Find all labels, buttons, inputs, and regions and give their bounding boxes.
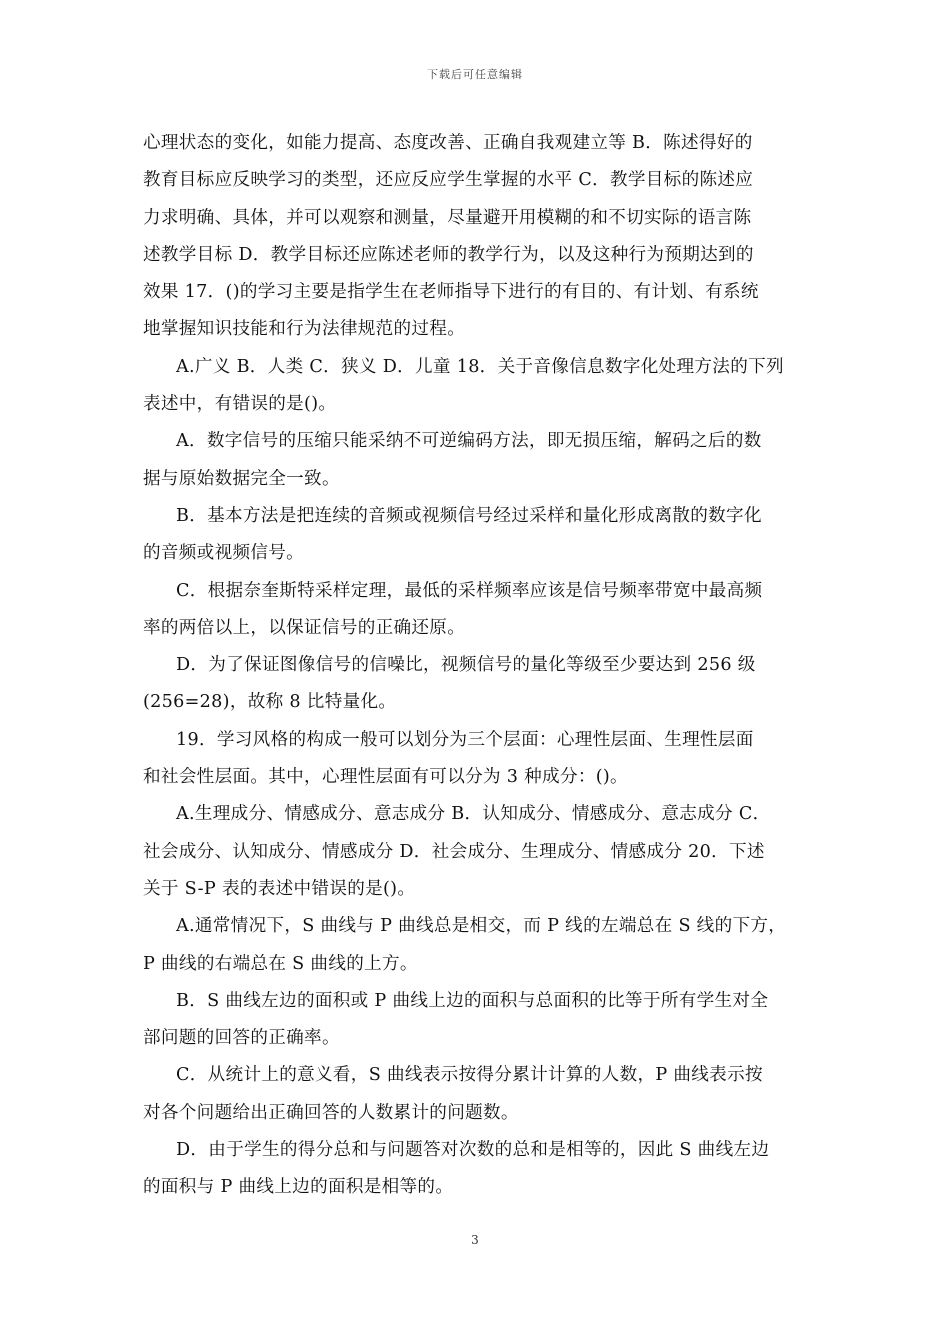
text-line: 社会成分、认知成分、情感成分 D．社会成分、生理成分、情感成分 20．下述 — [143, 841, 765, 862]
text-line: 教育目标应反映学习的类型，还应反应学生掌握的水平 C．教学目标的陈述应 — [143, 170, 754, 191]
text-line: D．为了保证图像信号的信噪比，视频信号的量化等级至少要达到 256 级 — [176, 655, 756, 676]
text-line: 的面积与 P 曲线上边的面积是相等的。 — [143, 1177, 454, 1198]
text-line: A.生理成分、情感成分、意志成分 B．认知成分、情感成分、意志成分 C． — [176, 804, 771, 825]
text-line: 表述中，有错误的是()。 — [143, 394, 337, 415]
text-line: D．由于学生的得分总和与问题答对次数的总和是相等的，因此 S 曲线左边 — [176, 1140, 770, 1161]
text-line: 地掌握知识技能和行为法律规范的过程。 — [143, 319, 466, 340]
page-header: 下载后可任意编辑 — [427, 68, 523, 81]
text-line: (256=28)，故称 8 比特量化。 — [143, 692, 397, 713]
document-body — [143, 125, 813, 1207]
text-line: 的音频或视频信号。 — [143, 543, 305, 564]
text-line: A.广义 B．人类 C．狭义 D．儿童 18．关于音像信息数字化处理方法的下列 — [176, 356, 784, 377]
text-line: 对各个问题给出正确回答的人数累计的问题数。 — [143, 1102, 519, 1123]
text-line: B．S 曲线左边的面积或 P 曲线上边的面积与总面积的比等于所有学生对全 — [176, 990, 769, 1011]
text-line: 效果 17．()的学习主要是指学生在老师指导下进行的有目的、有计划、有系统 — [143, 282, 759, 303]
text-line: 力求明确、具体，并可以观察和测量，尽量避开用模糊的和不切实际的语言陈 — [143, 207, 752, 228]
text-line: C．从统计上的意义看，S 曲线表示按得分累计计算的人数，P 曲线表示按 — [176, 1065, 763, 1086]
text-line: 和社会性层面。其中，心理性层面有可以分为 3 种成分：()。 — [143, 767, 628, 788]
text-line: 部问题的回答的正确率。 — [143, 1028, 340, 1049]
text-line: A.通常情况下，S 曲线与 P 曲线总是相交，而 P 线的左端总在 S 线的下方， — [176, 916, 787, 937]
text-line: 据与原始数据完全一致。 — [143, 468, 340, 489]
text-line: 述教学目标 D．教学目标还应陈述老师的教学行为，以及这种行为预期达到的 — [143, 244, 754, 265]
text-line: 关于 S-P 表的表述中错误的是()。 — [143, 878, 416, 899]
page-number: 3 — [471, 1233, 479, 1247]
text-line: A．数字信号的压缩只能采纳不可逆编码方法，即无损压缩，解码之后的数 — [176, 431, 762, 452]
text-line: 率的两倍以上，以保证信号的正确还原。 — [143, 617, 466, 638]
text-line: 心理状态的变化，如能力提高、态度改善、正确自我观建立等 B．陈述得好的 — [143, 133, 753, 153]
text-line: B．基本方法是把连续的音频或视频信号经过采样和量化形成离散的数字化 — [176, 505, 762, 526]
text-line: P 曲线的右端总在 S 曲线的上方。 — [143, 953, 418, 974]
text-line: 19．学习风格的构成一般可以划分为三个层面：心理性层面、生理性层面 — [176, 729, 754, 750]
text-line: C．根据奈奎斯特采样定理，最低的采样频率应该是信号频率带宽中最高频 — [176, 580, 763, 601]
